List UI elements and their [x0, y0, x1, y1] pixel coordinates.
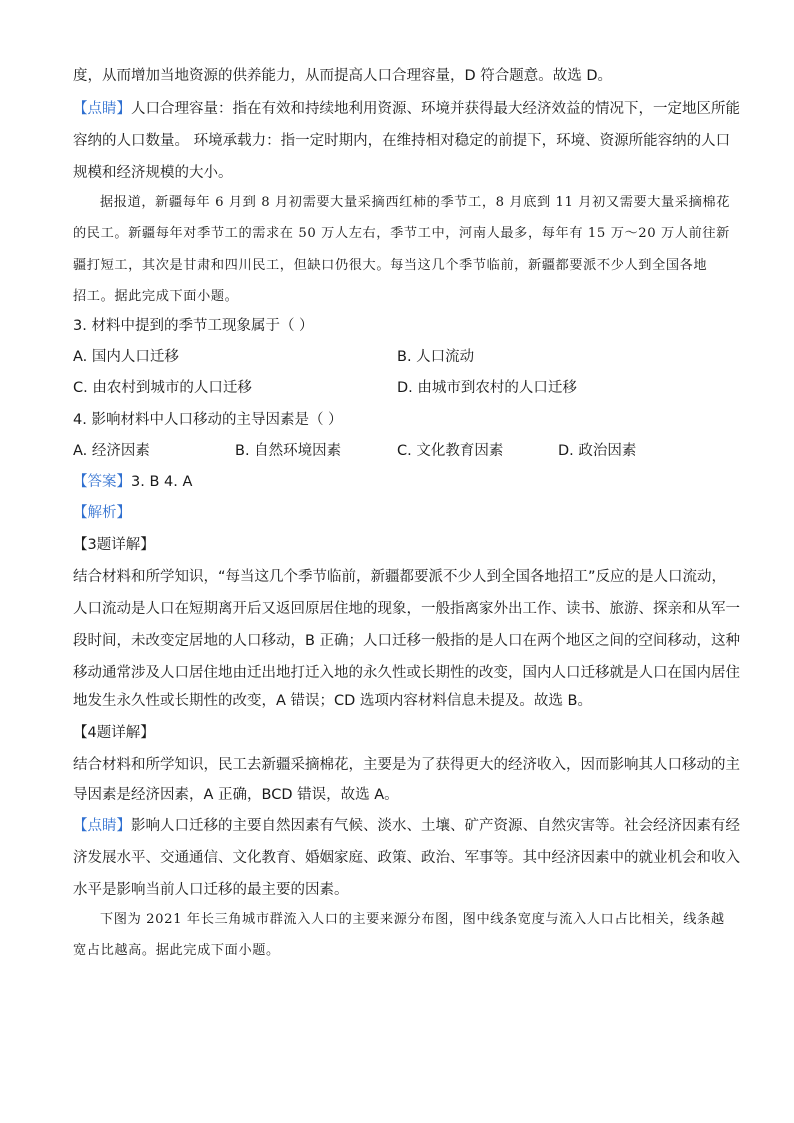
question-3-stem: 3. 材料中提到的季节工现象属于（ ） — [73, 318, 314, 334]
q4-option-a: A. 经济因素 — [73, 443, 150, 459]
q4-option-d: D. 政治因素 — [558, 443, 637, 459]
answer-text: 3. B 4. A — [131, 474, 193, 490]
q3-option-b: B. 人口流动 — [397, 349, 475, 365]
question-4-stem: 4. 影响材料中人口移动的主导因素是（ ） — [73, 412, 343, 428]
text-line: 结合材料和所学知识，民工去新疆采摘棉花，主要是为了获得更大的经济收入，因而影响其人口移动的主 — [73, 757, 740, 773]
detail-4-heading: 【4题详解】 — [73, 725, 155, 741]
analysis-heading: 【解析】 — [73, 505, 131, 521]
q3-option-a: A. 国内人口迁移 — [73, 349, 179, 365]
text-line: 导因素是经济因素，A 正确，BCD 错误，故选 A。 — [73, 787, 399, 803]
text-line: 规模和经济规模的大小。 — [73, 165, 233, 181]
q4-option-c: C. 文化教育因素 — [397, 443, 504, 459]
text-line: 济发展水平、交通通信、文化教育、婚姻家庭、政策、政治、军事等。其中经济因素中的就业机会和收入 — [73, 850, 740, 866]
answer-tag: 【答案】 — [73, 474, 131, 490]
tip-line — [73, 816, 740, 836]
material-line: 的民工。新疆每年对季节工的需求在 50 万人左右，季节工中，河南人最多，每年有 15 万～20 万人前往新 — [73, 226, 730, 241]
answer-line — [73, 472, 192, 492]
material-line: 招工。据此完成下面小题。 — [73, 289, 239, 304]
material-line: 据报道，新疆每年 6 月到 8 月初需要大量采摘西红柿的季节工，8 月底到 11 月初又需要大量采摘棉花 — [100, 195, 730, 210]
material-line: 宽占比越高。据此完成下面小题。 — [73, 943, 280, 958]
material-line: 疆打短工，其次是甘肃和四川民工，但缺口仍很大。每当这几个季节临前，新疆都要派不少人到全国各地 — [73, 258, 708, 273]
text-line: 移动通常涉及人口居住地由迁出地打迁入地的永久性或长期性的改变，国内人口迁移就是人口在国内居住 — [73, 665, 740, 681]
q4-option-b: B. 自然环境因素 — [235, 443, 342, 459]
detail-3-heading: 【3题详解】 — [73, 537, 155, 553]
tip-text: 影响人口迁移的主要自然因素有气候、淡水、土壤、矿产资源、自然灾害等。社会经济因素有经 — [131, 818, 740, 834]
text-line: 人口流动是人口在短期离开后又返回原居住地的现象，一般指离家外出工作、读书、旅游、探亲和从军一 — [73, 601, 740, 617]
text-line: 水平是影响当前人口迁移的最主要的因素。 — [73, 882, 349, 898]
text-line: 地发生永久性或长期性的改变，A 错误；CD 选项内容材料信息未提及。故选 B。 — [73, 693, 592, 709]
q3-option-d: D. 由城市到农村的人口迁移 — [397, 380, 577, 396]
text-line: 结合材料和所学知识，“每当这几个季节临前，新疆都要派不少人到全国各地招工”反应的是人口流动， — [73, 569, 727, 585]
text-line: 度，从而增加当地资源的供养能力，从而提高人口合理容量，D 符合题意。故选 D。 — [73, 68, 613, 84]
q3-option-c: C. 由农村到城市的人口迁移 — [73, 380, 252, 396]
material-line: 下图为 2021 年长三角城市群流入人口的主要来源分布图，图中线条宽度与流入人口占比相关，线条越 — [100, 912, 725, 927]
tip-tag: 【点睛】 — [73, 101, 131, 117]
tip-line — [73, 99, 740, 119]
tip-text: 人口合理容量：指在有效和持续地利用资源、环境并获得最大经济效益的情况下，一定地区所能 — [131, 101, 740, 117]
tip-tag: 【点睛】 — [73, 818, 131, 834]
text-line: 段时间，未改变定居地的人口移动，B 正确；人口迁移一般指的是人口在两个地区之间的空间移动，这种 — [73, 633, 741, 649]
text-line: 容纳的人口数量。 环境承载力：指一定时期内，在维持相对稳定的前提下，环境、资源所能容纳的人口 — [73, 133, 731, 149]
